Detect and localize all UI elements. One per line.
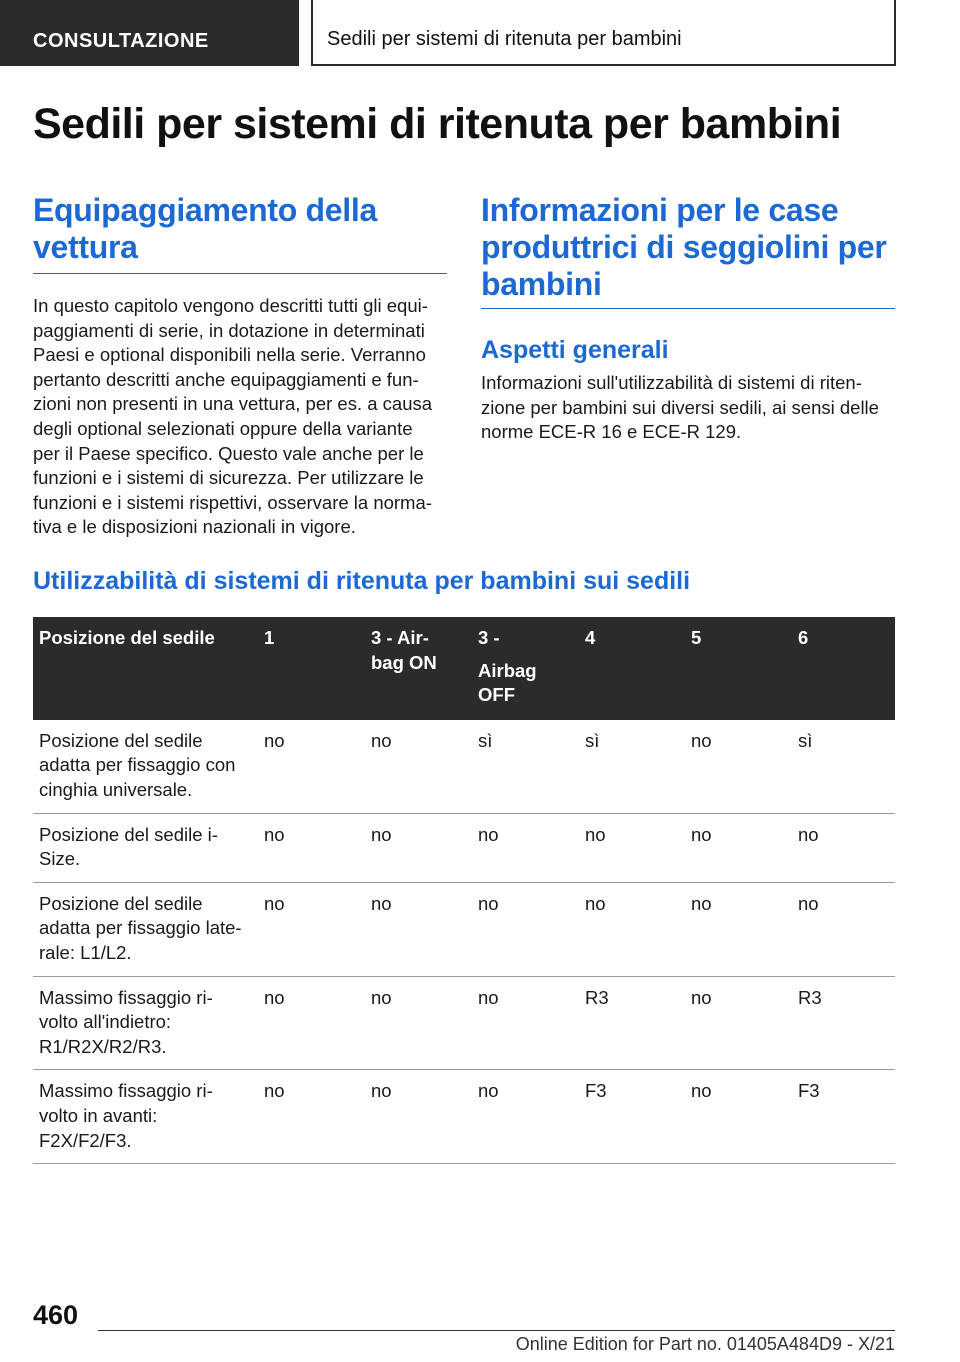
table-cell: sì — [792, 720, 895, 813]
heading-divider — [481, 308, 895, 309]
table-cell: no — [472, 813, 579, 882]
page-header — [0, 0, 960, 66]
table-cell: no — [258, 720, 365, 813]
row-label: Posizione del sedile i- Size. — [33, 813, 258, 882]
header-line: Airbag OFF — [478, 659, 537, 706]
table-cell: F3 — [579, 1070, 685, 1164]
table-row — [33, 882, 895, 976]
general-aspects-heading: Aspetti generali — [481, 336, 669, 364]
header-line: 3 - — [478, 627, 500, 648]
table-cell: no — [472, 882, 579, 976]
vehicle-equipment-paragraph — [33, 294, 447, 540]
table-cell: F3 — [792, 1070, 895, 1164]
table-cell: no — [258, 1070, 365, 1164]
table-cell: no — [685, 813, 792, 882]
column-header-seat-5: 5 — [685, 617, 792, 720]
row-label: Posizione del sedile adatta per fissaggio late- rale: L1/L2. — [33, 882, 258, 976]
text-line: Informazioni sull'utilizzabilità di sistemi di riten- — [481, 372, 862, 393]
table-cell: no — [685, 1070, 792, 1164]
table-cell: R3 — [792, 976, 895, 1070]
text-line: norme ECE-R 16 e ECE-R 129. — [481, 421, 742, 443]
section-label: CONSULTAZIONE — [0, 0, 299, 66]
table-cell: no — [685, 720, 792, 813]
table-cell: R3 — [579, 976, 685, 1070]
manufacturer-info-heading — [481, 192, 895, 303]
table-cell: no — [792, 813, 895, 882]
table-cell: no — [365, 720, 472, 813]
table-cell: no — [258, 813, 365, 882]
column-header-seat-3-airbag-off — [472, 617, 579, 720]
heading-line: bambini — [481, 266, 602, 302]
general-aspects-paragraph — [481, 371, 895, 445]
row-label: Posizione del sedile adatta per fissaggio con cinghia universale. — [33, 720, 258, 813]
table-cell: no — [685, 882, 792, 976]
text-line: zioni non presenti in una vettura, per es. a causa — [33, 393, 433, 415]
table-cell: sì — [472, 720, 579, 813]
table-cell: no — [365, 813, 472, 882]
table-cell: no — [365, 882, 472, 976]
table-row — [33, 976, 895, 1070]
header-line: 3 - Air- — [371, 627, 429, 648]
heading-line: Informazioni per le case — [481, 192, 839, 228]
table-cell: no — [579, 882, 685, 976]
edition-footer-text: Online Edition for Part no. 01405A484D9 - X/21 — [515, 1334, 895, 1354]
column-header-seat-4: 4 — [579, 617, 685, 720]
heading-line: Equipaggiamento della — [33, 192, 377, 228]
text-line: funzioni e i sistemi rispettivi, osservare la norma- — [33, 491, 432, 513]
table-cell: no — [365, 976, 472, 1070]
text-line: paggiamenti di serie, in dotazione in determinati — [33, 319, 425, 341]
table-cell: no — [258, 976, 365, 1070]
text-line: per il Paese specifico. Questo vale anche per le — [33, 442, 424, 464]
text-line: degli optional selezionati oppure della variante — [33, 417, 413, 439]
table-cell: no — [472, 976, 579, 1070]
text-line: zione per bambini sui diversi sedili, ai sensi delle — [481, 396, 879, 418]
table-cell: sì — [579, 720, 685, 813]
column-header-seat-position: Posizione del sedile — [33, 617, 258, 720]
column-header-seat-6: 6 — [792, 617, 895, 720]
vehicle-equipment-heading — [33, 192, 447, 266]
table-cell: no — [365, 1070, 472, 1164]
page-title: Sedili per sistemi di ritenuta per bambini — [33, 100, 842, 148]
table-cell: no — [792, 882, 895, 976]
heading-line: vettura — [33, 229, 138, 265]
heading-divider — [33, 273, 447, 274]
table-row — [33, 720, 895, 813]
usability-table-heading: Utilizzabilità di sistemi di ritenuta per bambini sui sedili — [33, 567, 691, 595]
table-cell: no — [258, 882, 365, 976]
table-header-row — [33, 617, 895, 720]
footer-divider — [98, 1330, 895, 1331]
text-line: tiva e le disposizioni nazionali in vigore. — [33, 516, 356, 538]
text-line: In questo capitolo vengono descritti tutti gli equi- — [33, 295, 428, 316]
table-row — [33, 1070, 895, 1164]
header-line: bag ON — [371, 651, 437, 673]
seat-usability-table — [33, 617, 895, 1164]
column-header-seat-1: 1 — [258, 617, 365, 720]
table-row — [33, 813, 895, 882]
row-label: Massimo fissaggio ri- volto in avanti: F2X/F2/F3. — [33, 1070, 258, 1164]
page-number: 460 — [33, 1300, 79, 1330]
chapter-title: Sedili per sistemi di ritenuta per bambini — [311, 0, 896, 66]
heading-line: produttrici di seggiolini per — [481, 229, 887, 265]
table-cell: no — [685, 976, 792, 1070]
table-cell: no — [579, 813, 685, 882]
vehicle-equipment-section — [33, 192, 447, 540]
table-cell: no — [472, 1070, 579, 1164]
text-line: funzioni e i sistemi di sicurezza. Per utilizzare le — [33, 467, 424, 489]
manufacturer-info-section — [481, 192, 895, 445]
row-label: Massimo fissaggio ri- volto all'indietro: R1/R2X/R2/R3. — [33, 976, 258, 1070]
text-line: pertanto descritti anche equipaggiamenti e fun- — [33, 368, 419, 390]
text-line: Paesi e optional disponibili nella serie. Verranno — [33, 344, 426, 366]
column-header-seat-3-airbag-on — [365, 617, 472, 720]
